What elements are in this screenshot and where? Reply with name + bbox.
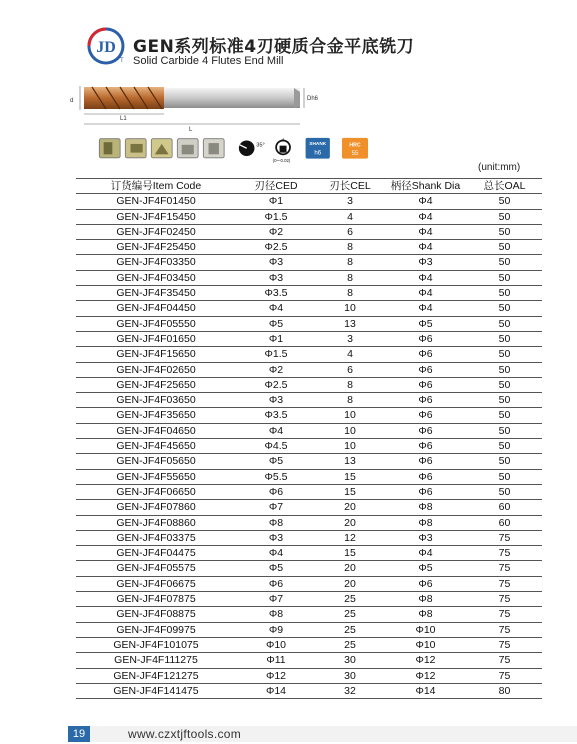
cell-ced: Φ7 [236,500,316,515]
end-mill-drawing [66,78,326,132]
diameter-tolerance-icon [273,137,291,163]
cell-oal: 60 [467,500,542,515]
cell-cel: 25 [316,592,384,607]
cell-shank-dia: Φ4 [384,546,467,561]
drawing-label-l1: L1 [120,116,127,122]
unit-label: (unit:mm) [478,162,521,173]
table-row [76,286,542,301]
table-row [76,270,542,285]
steel-icon [99,139,120,158]
cell-cel: 10 [316,408,384,423]
cell-ced: Φ4.5 [236,439,316,454]
cell-shank-dia: Φ4 [384,240,467,255]
cell-oal: 80 [467,683,542,698]
cell-shank-dia: Φ12 [384,653,467,668]
shank-tol: h6 [314,150,322,157]
cell-oal: 50 [467,484,542,499]
table-row [76,500,542,515]
cell-item-code: GEN-JF4F03450 [76,270,236,285]
cell-item-code: GEN-JF4F04450 [76,301,236,316]
cell-oal: 50 [467,423,542,438]
cell-shank-dia: Φ10 [384,637,467,652]
cell-ced: Φ9 [236,622,316,637]
cell-oal: 50 [467,377,542,392]
cell-ced: Φ5.5 [236,469,316,484]
cell-cel: 10 [316,301,384,316]
cell-shank-dia: Φ4 [384,209,467,224]
cell-shank-dia: Φ4 [384,301,467,316]
cell-item-code: GEN-JF4F09975 [76,622,236,637]
cell-ced: Φ2 [236,224,316,239]
cell-oal: 50 [467,286,542,301]
helix-angle-icon [239,140,265,156]
helix-angle-label: 35° [256,142,265,149]
table-row [76,316,542,331]
cell-cel: 30 [316,668,384,683]
cell-shank-dia: Φ6 [384,576,467,591]
cell-oal: 50 [467,454,542,469]
cell-oal: 50 [467,331,542,346]
cell-cel: 3 [316,194,384,209]
stainless-icon [177,139,198,158]
cell-item-code: GEN-JF4F06650 [76,484,236,499]
cell-oal: 50 [467,209,542,224]
cell-oal: 50 [467,270,542,285]
table-row [76,408,542,423]
cell-cel: 8 [316,255,384,270]
cell-item-code: GEN-JF4F08875 [76,607,236,622]
specs-table [76,178,542,699]
table-body [76,194,542,699]
cell-oal: 75 [467,637,542,652]
table-row [76,301,542,316]
table-row [76,653,542,668]
hardened-steel-icon [203,139,224,158]
cell-ced: Φ4 [236,301,316,316]
table-row [76,255,542,270]
table-row [76,592,542,607]
table-row [76,224,542,239]
cell-oal: 75 [467,653,542,668]
alloy-steel-icon [151,139,172,158]
cell-item-code: GEN-JF4F07875 [76,592,236,607]
cell-cel: 8 [316,377,384,392]
cell-item-code: GEN-JF4F06675 [76,576,236,591]
cell-cel: 3 [316,331,384,346]
cell-shank-dia: Φ4 [384,194,467,209]
cell-cel: 8 [316,393,384,408]
cell-shank-dia: Φ8 [384,500,467,515]
cell-shank-dia: Φ8 [384,515,467,530]
cell-oal: 50 [467,255,542,270]
table-row [76,546,542,561]
cell-shank-dia: Φ6 [384,362,467,377]
cell-ced: Φ3 [236,270,316,285]
cell-ced: Φ3.5 [236,286,316,301]
cell-shank-dia: Φ6 [384,454,467,469]
cell-cel: 25 [316,622,384,637]
cell-cel: 10 [316,439,384,454]
cell-ced: Φ8 [236,515,316,530]
cell-item-code: GEN-JF4F03375 [76,530,236,545]
cell-cel: 13 [316,454,384,469]
cell-cel: 20 [316,515,384,530]
cell-shank-dia: Φ6 [384,484,467,499]
cell-item-code: GEN-JF4F25650 [76,377,236,392]
cell-cel: 4 [316,209,384,224]
table-row [76,362,542,377]
cell-ced: Φ3 [236,530,316,545]
hrc-value: 55 [351,151,359,158]
cell-item-code: GEN-JF4F04650 [76,423,236,438]
table-row [76,377,542,392]
cell-item-code: GEN-JF4F05550 [76,316,236,331]
table-row [76,683,542,698]
cell-oal: 50 [467,362,542,377]
drawing-label-l: L [189,127,193,132]
cell-cel: 20 [316,500,384,515]
cell-shank-dia: Φ12 [384,668,467,683]
cell-item-code: GEN-JF4F101075 [76,637,236,652]
hrc-label: HRC [349,142,361,149]
cell-cel: 15 [316,469,384,484]
cell-cel: 12 [316,530,384,545]
cell-shank-dia: Φ5 [384,561,467,576]
table-row [76,576,542,591]
cell-shank-dia: Φ6 [384,439,467,454]
product-title-en: Solid Carbide 4 Flutes End Mill [133,55,284,67]
cell-ced: Φ4 [236,546,316,561]
cell-shank-dia: Φ3 [384,530,467,545]
header-ced: 刃径CED [236,179,316,194]
cell-shank-dia: Φ14 [384,683,467,698]
cell-item-code: GEN-JF4F02450 [76,224,236,239]
cell-oal: 50 [467,301,542,316]
cell-shank-dia: Φ8 [384,592,467,607]
cell-shank-dia: Φ4 [384,224,467,239]
cell-ced: Φ2 [236,362,316,377]
cell-shank-dia: Φ8 [384,607,467,622]
cell-oal: 50 [467,240,542,255]
cell-cel: 13 [316,316,384,331]
cell-shank-dia: Φ6 [384,347,467,362]
cell-cel: 25 [316,607,384,622]
cell-item-code: GEN-JF4F15650 [76,347,236,362]
cell-oal: 50 [467,224,542,239]
cell-ced: Φ1.5 [236,347,316,362]
svg-text:JD: JD [96,39,116,56]
cell-ced: Φ6 [236,484,316,499]
cell-cel: 10 [316,423,384,438]
table-row [76,439,542,454]
cell-ced: Φ14 [236,683,316,698]
cell-item-code: GEN-JF4F25450 [76,240,236,255]
cell-cel: 25 [316,637,384,652]
cell-oal: 50 [467,469,542,484]
cell-shank-dia: Φ6 [384,423,467,438]
cell-ced: Φ4 [236,423,316,438]
cell-ced: Φ2.5 [236,240,316,255]
product-title-cn: GEN系列标准4刃硬质合金平底铣刀 [133,37,415,57]
table-row [76,423,542,438]
cast-iron-icon [125,139,146,158]
cell-item-code: GEN-JF4F45650 [76,439,236,454]
cell-item-code: GEN-JF4F05650 [76,454,236,469]
cell-oal: 50 [467,439,542,454]
cell-oal: 75 [467,607,542,622]
cell-shank-dia: Φ5 [384,316,467,331]
cell-oal: 50 [467,194,542,209]
table-row [76,622,542,637]
cell-item-code: GEN-JF4F03350 [76,255,236,270]
table-row [76,637,542,652]
cell-cel: 8 [316,286,384,301]
cell-cel: 8 [316,270,384,285]
cell-ced: Φ1 [236,194,316,209]
header-oal: 总长OAL [467,179,542,194]
shank-tolerance-icon [306,138,330,159]
cell-ced: Φ8 [236,607,316,622]
table-row [76,561,542,576]
brand-logo [86,26,126,66]
table-row [76,454,542,469]
hrc-icon [342,138,368,159]
cell-oal: 75 [467,561,542,576]
cell-oal: 75 [467,622,542,637]
header-shank-dia: 柄径Shank Dia [384,179,467,194]
cell-item-code: GEN-JF4F02650 [76,362,236,377]
cell-shank-dia: Φ6 [384,377,467,392]
drawing-label-d: d [70,98,74,104]
cell-ced: Φ5 [236,316,316,331]
cell-item-code: GEN-JF4F05575 [76,561,236,576]
cell-shank-dia: Φ3 [384,255,467,270]
cell-cel: 32 [316,683,384,698]
cell-ced: Φ3 [236,255,316,270]
cell-shank-dia: Φ6 [384,469,467,484]
table-row [76,331,542,346]
tolerance-label: d [281,137,284,143]
cell-ced: Φ12 [236,668,316,683]
cell-item-code: GEN-JF4F35450 [76,286,236,301]
cell-oal: 50 [467,347,542,362]
table-row [76,607,542,622]
table-row [76,347,542,362]
cell-oal: 50 [467,316,542,331]
cell-item-code: GEN-JF4F35650 [76,408,236,423]
table-row [76,240,542,255]
shank-label: SHANK [309,141,327,147]
cell-ced: Φ3.5 [236,408,316,423]
cell-cel: 20 [316,561,384,576]
cell-item-code: GEN-JF4F121275 [76,668,236,683]
cell-cel: 4 [316,347,384,362]
tolerance-value: (0~-0.02) [272,158,291,163]
cell-item-code: GEN-JF4F01650 [76,331,236,346]
cell-cel: 20 [316,576,384,591]
cell-shank-dia: Φ10 [384,622,467,637]
table-row [76,515,542,530]
cell-item-code: GEN-JF4F07860 [76,500,236,515]
table-row [76,194,542,209]
cell-ced: Φ10 [236,637,316,652]
cell-shank-dia: Φ6 [384,408,467,423]
cell-cel: 30 [316,653,384,668]
cell-item-code: GEN-JF4F03650 [76,393,236,408]
cell-item-code: GEN-JF4F04475 [76,546,236,561]
table-row [76,530,542,545]
cell-ced: Φ2.5 [236,377,316,392]
cell-ced: Φ7 [236,592,316,607]
cell-oal: 75 [467,592,542,607]
cell-oal: 75 [467,530,542,545]
svg-text:T: T [120,58,124,64]
table-row [76,484,542,499]
cell-ced: Φ3 [236,393,316,408]
cell-cel: 15 [316,484,384,499]
application-icons [78,137,398,163]
cell-ced: Φ1.5 [236,209,316,224]
cell-shank-dia: Φ4 [384,286,467,301]
table-header-row [76,179,542,194]
table-row [76,393,542,408]
cell-shank-dia: Φ6 [384,393,467,408]
cell-oal: 50 [467,408,542,423]
header-cel: 刃长CEL [316,179,384,194]
cell-oal: 75 [467,546,542,561]
cell-ced: Φ1 [236,331,316,346]
cell-oal: 75 [467,668,542,683]
header-item-code: 订货编号Item Code [76,179,236,194]
cell-cel: 15 [316,546,384,561]
cell-ced: Φ5 [236,561,316,576]
drawing-label-dh6: Dh6 [307,96,319,102]
cell-shank-dia: Φ6 [384,331,467,346]
cell-shank-dia: Φ4 [384,270,467,285]
cell-oal: 75 [467,576,542,591]
cell-item-code: GEN-JF4F15450 [76,209,236,224]
cell-ced: Φ6 [236,576,316,591]
cell-cel: 8 [316,240,384,255]
cell-ced: Φ5 [236,454,316,469]
table-row [76,668,542,683]
cell-ced: Φ11 [236,653,316,668]
table-row [76,209,542,224]
cell-cel: 6 [316,362,384,377]
page-number: 19 [68,726,90,742]
table-row [76,469,542,484]
cell-item-code: GEN-JF4F55650 [76,469,236,484]
cell-item-code: GEN-JF4F141475 [76,683,236,698]
cell-item-code: GEN-JF4F01450 [76,194,236,209]
cell-oal: 60 [467,515,542,530]
cell-item-code: GEN-JF4F111275 [76,653,236,668]
website-url: www.czxtjftools.com [128,727,242,741]
cell-oal: 50 [467,393,542,408]
cell-item-code: GEN-JF4F08860 [76,515,236,530]
cell-cel: 6 [316,224,384,239]
